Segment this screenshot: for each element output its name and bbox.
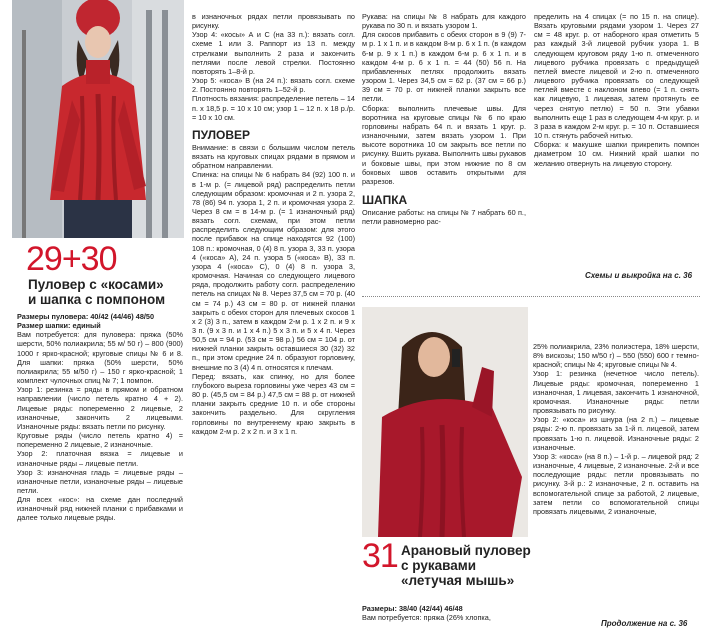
photo-red-pullover-image (12, 0, 184, 238)
column-5 (533, 342, 699, 516)
c2-p0: в изнаночных рядах петли провязывать по рисунку. (192, 12, 355, 31)
c3-p4: Описание работы: на спицы № 7 набрать 60 п., петли равномерно рас- (362, 207, 526, 227)
c1-p7: Для всех «кос»: на схеме дан последний изнаночный ряд нижней планки с прибавками и далее только лицевые ряды. (17, 495, 183, 523)
c1-p0: Размеры пуловера: 40/42 (44/46) 48/50 (17, 312, 155, 321)
project2-sizes: Размеры: 38/40 (42/44) 46/48 (362, 604, 463, 613)
c2-heading-pullover: ПУЛОВЕР (192, 127, 251, 142)
column-1 (17, 312, 183, 523)
continued-note: Продолжение на с. 36 (601, 619, 688, 628)
c2-p1: Узор 4: «косы» А и С (на 33 п.): вязать согл. схеме 1 или 3. Раппорт из 13 п. между стрелками выполнить 2 раза и закончить петлями после левой стрелки. Постоянно повторять 1–8-й р. (192, 30, 355, 76)
project2-title-line3: «летучая мышь» (401, 573, 515, 588)
column-2 (192, 12, 355, 436)
c1-p2: Вам потребуется: для пуловера: пряжа (50% шерсти, 50% полиакрила; 55 м/ 50 г) – 800 (900) 1000 г ярко-красной; круговые спицы № 6 и 8. Для шапки: пряжа (50% шерсти, 50% полиакрила; 55 м/50 г) – 150 г ярко-красной; 1 комплект чулочных спиц № 7; 1 помпон. (17, 330, 183, 386)
column-3-bottom (362, 604, 526, 622)
section-divider (362, 296, 700, 297)
c4-p0: пределить на 4 спицах (= по 15 п. на спице). Вязать круговыми рядами узором 1. Через 27 см = 48 круг. р. от наборного края отметить 5 раз каждый 3-й лицевой рубчик узора 1. В следующем круговом ряду 1-ю п. отмеченного лицевого рубчика провязать с предыдущей петлей вместе лицевой и 2-ю п. отмеченного лицевого рубчика провязать со следующей петлей вместе с наклоном влево (= 1 п. снять как лицевую, 1 лицевая, затем протянуть ее через снятую петлю) = 50 п. Эти убавки выполнить еще 1 раз в следующем 4-м круг. р. и 3 раза в каждом 2-м круг. р. = 10 п. Оставшиеся 10 п. стянуть рабочей нитью. (534, 12, 699, 141)
column-3 (362, 12, 526, 226)
c2-p3: Плотность вязания: распределение петель – 14 п. х 18,5 р. = 10 х 10 см; узор 1 – 12 п. х 18 р./р. = 10 х 10 см. (192, 94, 355, 122)
c3-p0: Рукава: на спицы № 8 набрать для каждого рукава по 30 п. и вязать узором 1. (362, 12, 526, 31)
c2-p7: Перед: вязать, как спинку, но для более глубокого выреза горловины уже через 43 см = 80 р. (45,5 см = 84 р.) 47,5 см = 88 р. от нижней планки закрыть средние 10 п. и обе стороны закончить раздельно. Для скругления горловины по внутреннему краю закрыть в каждом 2-м р. 2 х 2 п. и 3 х 1 п. (192, 371, 355, 436)
c4-p1: Сборка: к макушке шапки прикрепить помпон диаметром 10 см. Нижний край шапки по желанию отвернуть на лицевую сторону. (534, 140, 699, 168)
c1-p3: Узор 1: резинка = ряды в прямом и обратном направлении (число петель кратно 4 + 2). Лицевые ряды: попеременно 2 лицевые, 2 изнаночные, закончить 2 лицевыми. Изнаночные ряды: вязать петли по рисунку. (17, 385, 183, 431)
project1-number: 29+30 (26, 240, 117, 278)
project2-title-line2: с рукавами (401, 558, 477, 573)
project2-title-line1: Арановый пуловер (401, 543, 531, 558)
c3-p2: Сборка: выполнить плечевые швы. Для воротника на круговые спицы № 6 по краю горловины набрать 64 п. и вязать 1 круг. р. изнаночными, затем вязать узором 1. При высоте воротника 10 см закрыть все петли по рисунку. Вшить рукава. Выполнить швы рукавов и боковые швы, при этом нижние по 8 см боковых швов оставить открытыми для разрезов. (362, 103, 526, 186)
c2-p2: Узор 5: «коса» В (на 24 п.): вязать согл. схеме 2. Постоянно повторять 1–52-й р. (192, 76, 355, 95)
c5-p2: Узор 2: «коса» из шнура (на 2 п.) – лицевые ряды: 2-ю п. провязать за 1-й п. лицевой, затем провязать 1-ю п. лицевой. Изнаночные ряды: 2 изнаночные. (533, 415, 699, 452)
c5-p0: 25% полиакрила, 23% полиэстера, 18% шерсти, 8% вискозы; 150 м/50 г) – 550 (550) 600 г темно-красной; спицы № 4; круговые спицы № 4. (533, 342, 699, 370)
c2-p6: Спинка: на спицы № 6 набрать 84 (92) 100 п. и в 1-м р. (= лицевой ряд) распределить петли следующим образом: кромочная и 2 п. узора 2, 78 (86) 94 п. узора 1, 2 п. и кромочная узора 2. Через 8 см = в 14-м р. (= 1 изнаночный ряд) вязать согл. схемам, при этом петли распределить следующим образом: для этого после прибавок на спице находятся 92 (100) 108 п.: кромочная, 0 (4) 8 п. узора 3, 33 п. узора 4 («коса» А), 24 п. узора 5 («коса» В), 33 п. узора 4 («коса» С), 0 (4) 8 п. узора 3, кромочная. Начиная со следующего лицевого ряда, продолжить работу согл. распределению петель на спицах № 8. Через 37,5 см = 70 р. (40 см = 74 р.) 43 см = 80 р. от нижней планки закрыть с обеих сторон для плечевых скосов 1 х 2 (3) 3 п., затем в каждом 2-м р. 1 х 2 п. и 9 х 3 п. (9 х 3 п. и 1 х 4 п.) 5 х 3 п. и 5 х 4 п. Через 50,5 см = 94 р. (53 см = 98 р.) 56 см = 104 р. от нижней планки закрыть оставшиеся 30 (32) 32 п., при этом средние 24 п. образуют горловину, внешние по 3 (4) 4 п. относятся к плечам. (192, 170, 355, 372)
project2-title (401, 543, 531, 588)
column-4 (534, 12, 699, 168)
c3-heading-hat: ШАПКА (362, 192, 408, 207)
c1-p4: Круговые ряды (число петель кратно 4) = попеременно 2 лицевые, 2 изнаночные. (17, 431, 183, 450)
photo-aran-pullover (362, 307, 528, 537)
project2-needs-start: Вам потребуется: пряжа (26% хлопка, (362, 613, 491, 623)
c5-p1: Узор 1: резинка (нечетное число петель). Лицевые ряды: кромочная, попеременно 1 изнаночная, 1 лицевая, закончить 1 изнаночной, кромочная. Изнаночные ряды: петли провязывать по рисунку. (533, 369, 699, 416)
c1-p1: Размер шапки: единый (17, 321, 101, 331)
project2-number: 31 (362, 537, 398, 575)
project1-title-line2: и шапка с помпоном (28, 292, 166, 307)
project1-title (28, 277, 165, 307)
c5-p3: Узор 3: «коса» (на 8 п.) – 1-й р. – лицевой ряд: 2 изнаночные, 4 лицевые, 2 изнаночные. 2-й и все последующие ряды: петли провязывать по рисунку. 3-й р.: 2 изнаночные, 2 п. оставить на вспомогательной спице за работой, 2 лицевые, затем петли со вспомогательной спицы провязать лицевыми, 2 изнаночные, (533, 451, 699, 516)
c1-p6: Узор 3: изнаночная гладь = лицевые ряды – изнаночные петли, изнаночные ряды – лицевые петли. (17, 467, 183, 495)
photo-aran-pullover-image (362, 307, 528, 537)
schemes-note: Схемы и выкройка на с. 36 (585, 271, 693, 280)
c1-p5: Узор 2: платочная вязка = лицевые и изнаночные ряды – лицевые петли. (17, 449, 183, 468)
c3-p1: Для скосов прибавить с обеих сторон в 9 (9) 7-м р. 1 х 1 п. и в каждом 8-м р. 6 х 1 п. (в каждом 6-м р. 9 х 1 п.) в каждом 6-м р. 6 х 1 п. и в каждом 4-м р. 6 х 1 п. = 44 (50) 56 п. На прибавленных петлях продолжить вязать узором 1. Через 34,5 см = 62 р. (37 см = 66 р.) 39 см = 70 р. от нижней планки закрыть все петли. (362, 30, 526, 104)
project1-title-line1: Пуловер с «косами» (28, 277, 164, 292)
photo-red-pullover (12, 0, 184, 238)
c2-p5: Внимание: в связи с большим числом петель вязать на круговых спицах рядами в прямом и обратном направлении. (192, 142, 355, 171)
